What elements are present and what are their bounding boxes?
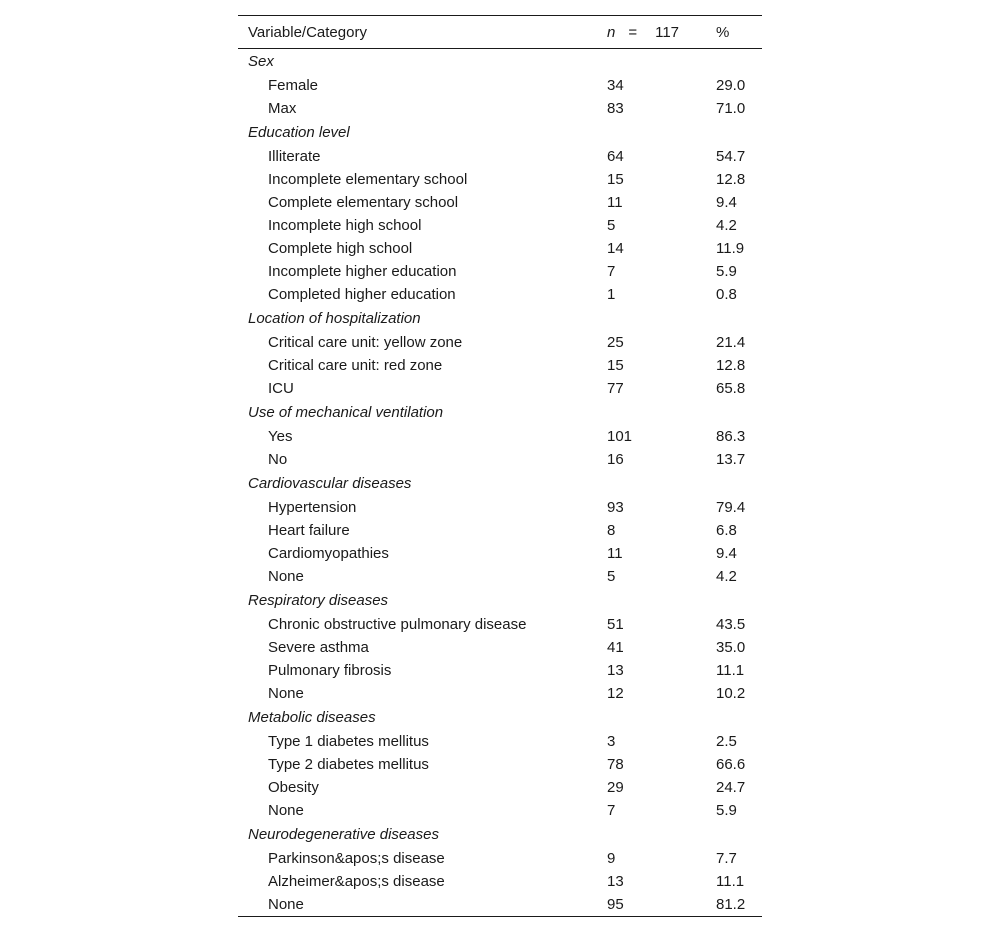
category-pct-empty (716, 705, 762, 730)
row-label: No (268, 451, 288, 468)
row-percent: 12.8 (716, 357, 746, 374)
row-percent: 11.1 (716, 662, 745, 679)
row-percent: 4.2 (716, 217, 737, 234)
row-label: Critical care unit: yellow zone (268, 334, 463, 351)
row-label: Obesity (268, 779, 319, 796)
header-variable: Variable/Category (248, 23, 367, 41)
header-percent: % (716, 23, 730, 41)
category-n-empty (607, 120, 716, 145)
row-label: Incomplete high school (268, 217, 422, 234)
row-n: 93 (607, 499, 624, 516)
table-row (238, 283, 762, 306)
row-percent: 71.0 (716, 100, 746, 117)
row-n: 64 (607, 148, 624, 165)
row-n: 29 (607, 779, 624, 796)
row-n: 13 (607, 873, 624, 890)
header-row (238, 16, 762, 49)
category-row (238, 588, 762, 613)
row-label: Type 1 diabetes mellitus (268, 733, 429, 750)
row-label: Chronic obstructive pulmonary disease (268, 616, 527, 633)
row-label: None (268, 568, 304, 585)
row-n: 25 (607, 334, 624, 351)
header-n-total: 117 (655, 23, 680, 41)
row-label: Cardiomyopathies (268, 545, 389, 562)
row-n: 8 (607, 522, 616, 539)
row-label: ICU (268, 380, 294, 397)
row-label: Max (268, 100, 297, 117)
category-label: Respiratory diseases (248, 592, 389, 609)
row-label: Heart failure (268, 522, 350, 539)
row-percent: 43.5 (716, 616, 746, 633)
row-n: 77 (607, 380, 624, 397)
row-n: 9 (607, 850, 616, 867)
row-n: 15 (607, 357, 624, 374)
category-label: Sex (248, 53, 274, 70)
row-n: 15 (607, 171, 624, 188)
table-row (238, 354, 762, 377)
row-label: Incomplete higher education (268, 263, 457, 280)
category-pct-empty (716, 400, 762, 425)
table-row (238, 168, 762, 191)
table-row (238, 847, 762, 870)
row-percent: 6.8 (716, 522, 737, 539)
category-row (238, 822, 762, 847)
table-row (238, 260, 762, 283)
row-percent: 9.4 (716, 545, 737, 562)
row-label: Type 2 diabetes mellitus (268, 756, 429, 773)
row-n: 95 (607, 896, 624, 913)
row-n: 13 (607, 662, 624, 679)
row-label: None (268, 802, 304, 819)
row-percent: 29.0 (716, 77, 746, 94)
row-n: 16 (607, 451, 624, 468)
category-row (238, 400, 762, 425)
row-n: 101 (607, 428, 633, 445)
category-label: Location of hospitalization (248, 310, 421, 327)
table-row (238, 799, 762, 822)
row-n: 78 (607, 756, 624, 773)
table-row (238, 74, 762, 97)
row-percent: 5.9 (716, 263, 737, 280)
table-row (238, 331, 762, 354)
row-label: Severe asthma (268, 639, 369, 656)
table-row (238, 448, 762, 471)
characteristics-table-container (238, 15, 762, 917)
category-label: Cardiovascular diseases (248, 475, 412, 492)
row-percent: 12.8 (716, 171, 746, 188)
table-row (238, 425, 762, 448)
table-row (238, 565, 762, 588)
row-n: 12 (607, 685, 624, 702)
row-n: 11 (607, 545, 623, 562)
table-row (238, 893, 762, 917)
row-percent: 35.0 (716, 639, 746, 656)
row-label: Incomplete elementary school (268, 171, 468, 188)
row-percent: 9.4 (716, 194, 737, 211)
category-n-empty (607, 306, 716, 331)
table-row (238, 636, 762, 659)
row-n: 7 (607, 802, 616, 819)
category-label: Education level (248, 124, 350, 141)
category-pct-empty (716, 120, 762, 145)
table-row (238, 214, 762, 237)
row-label: Female (268, 77, 319, 94)
row-label: Complete high school (268, 240, 413, 257)
row-label: None (268, 685, 304, 702)
row-label: Illiterate (268, 148, 321, 165)
row-n: 51 (607, 616, 624, 633)
row-percent: 66.6 (716, 756, 746, 773)
table-row (238, 753, 762, 776)
row-percent: 21.4 (716, 334, 746, 351)
row-percent: 79.4 (716, 499, 746, 516)
table-row (238, 682, 762, 705)
row-percent: 4.2 (716, 568, 737, 585)
category-row (238, 306, 762, 331)
row-label: Pulmonary fibrosis (268, 662, 392, 679)
table-header (238, 16, 762, 49)
row-n: 14 (607, 240, 624, 257)
category-row (238, 49, 762, 75)
category-pct-empty (716, 588, 762, 613)
category-n-empty (607, 822, 716, 847)
table-row (238, 97, 762, 120)
table-body (238, 49, 762, 917)
row-label: Hypertension (268, 499, 357, 516)
category-n-empty (607, 471, 716, 496)
row-percent: 13.7 (716, 451, 746, 468)
table-row (238, 237, 762, 260)
row-percent: 81.2 (716, 896, 746, 913)
row-percent: 11.1 (716, 873, 745, 890)
row-n: 1 (607, 286, 616, 303)
table-row (238, 542, 762, 565)
header-equals: = (628, 23, 638, 41)
table-row (238, 496, 762, 519)
category-pct-empty (716, 49, 762, 75)
category-label: Metabolic diseases (248, 709, 376, 726)
category-pct-empty (716, 822, 762, 847)
table-row (238, 519, 762, 542)
row-percent: 10.2 (716, 685, 746, 702)
row-label: Complete elementary school (268, 194, 459, 211)
category-row (238, 705, 762, 730)
row-percent: 7.7 (716, 850, 737, 867)
row-n: 5 (607, 217, 616, 234)
table-row (238, 730, 762, 753)
characteristics-table (238, 15, 762, 917)
category-label: Use of mechanical ventilation (248, 404, 444, 421)
category-n-empty (607, 400, 716, 425)
row-n: 5 (607, 568, 616, 585)
row-n: 41 (607, 639, 624, 656)
header-n-symbol: n (607, 23, 616, 41)
row-percent: 86.3 (716, 428, 746, 445)
row-label: Alzheimer&apos;s disease (268, 873, 445, 890)
table-row (238, 613, 762, 636)
table-row (238, 870, 762, 893)
row-percent: 5.9 (716, 802, 737, 819)
category-row (238, 471, 762, 496)
row-percent: 2.5 (716, 733, 737, 750)
table-row (238, 659, 762, 682)
table-row (238, 776, 762, 799)
row-percent: 24.7 (716, 779, 746, 796)
row-n: 11 (607, 194, 623, 211)
row-n: 83 (607, 100, 624, 117)
table-row (238, 377, 762, 400)
header-n (607, 16, 716, 49)
category-label: Neurodegenerative diseases (248, 826, 439, 843)
category-pct-empty (716, 306, 762, 331)
row-n: 34 (607, 77, 624, 94)
row-n: 7 (607, 263, 616, 280)
table-row (238, 145, 762, 168)
category-n-empty (607, 705, 716, 730)
row-label: None (268, 896, 304, 913)
row-label: Yes (268, 428, 293, 445)
row-label: Completed higher education (268, 286, 456, 303)
category-n-empty (607, 49, 716, 75)
row-n: 3 (607, 733, 616, 750)
row-label: Parkinson&apos;s disease (268, 850, 445, 867)
category-n-empty (607, 588, 716, 613)
row-percent: 0.8 (716, 286, 737, 303)
category-pct-empty (716, 471, 762, 496)
row-label: Critical care unit: red zone (268, 357, 443, 374)
row-percent: 54.7 (716, 148, 746, 165)
table-row (238, 191, 762, 214)
row-percent: 11.9 (716, 240, 745, 257)
category-row (238, 120, 762, 145)
row-percent: 65.8 (716, 380, 746, 397)
